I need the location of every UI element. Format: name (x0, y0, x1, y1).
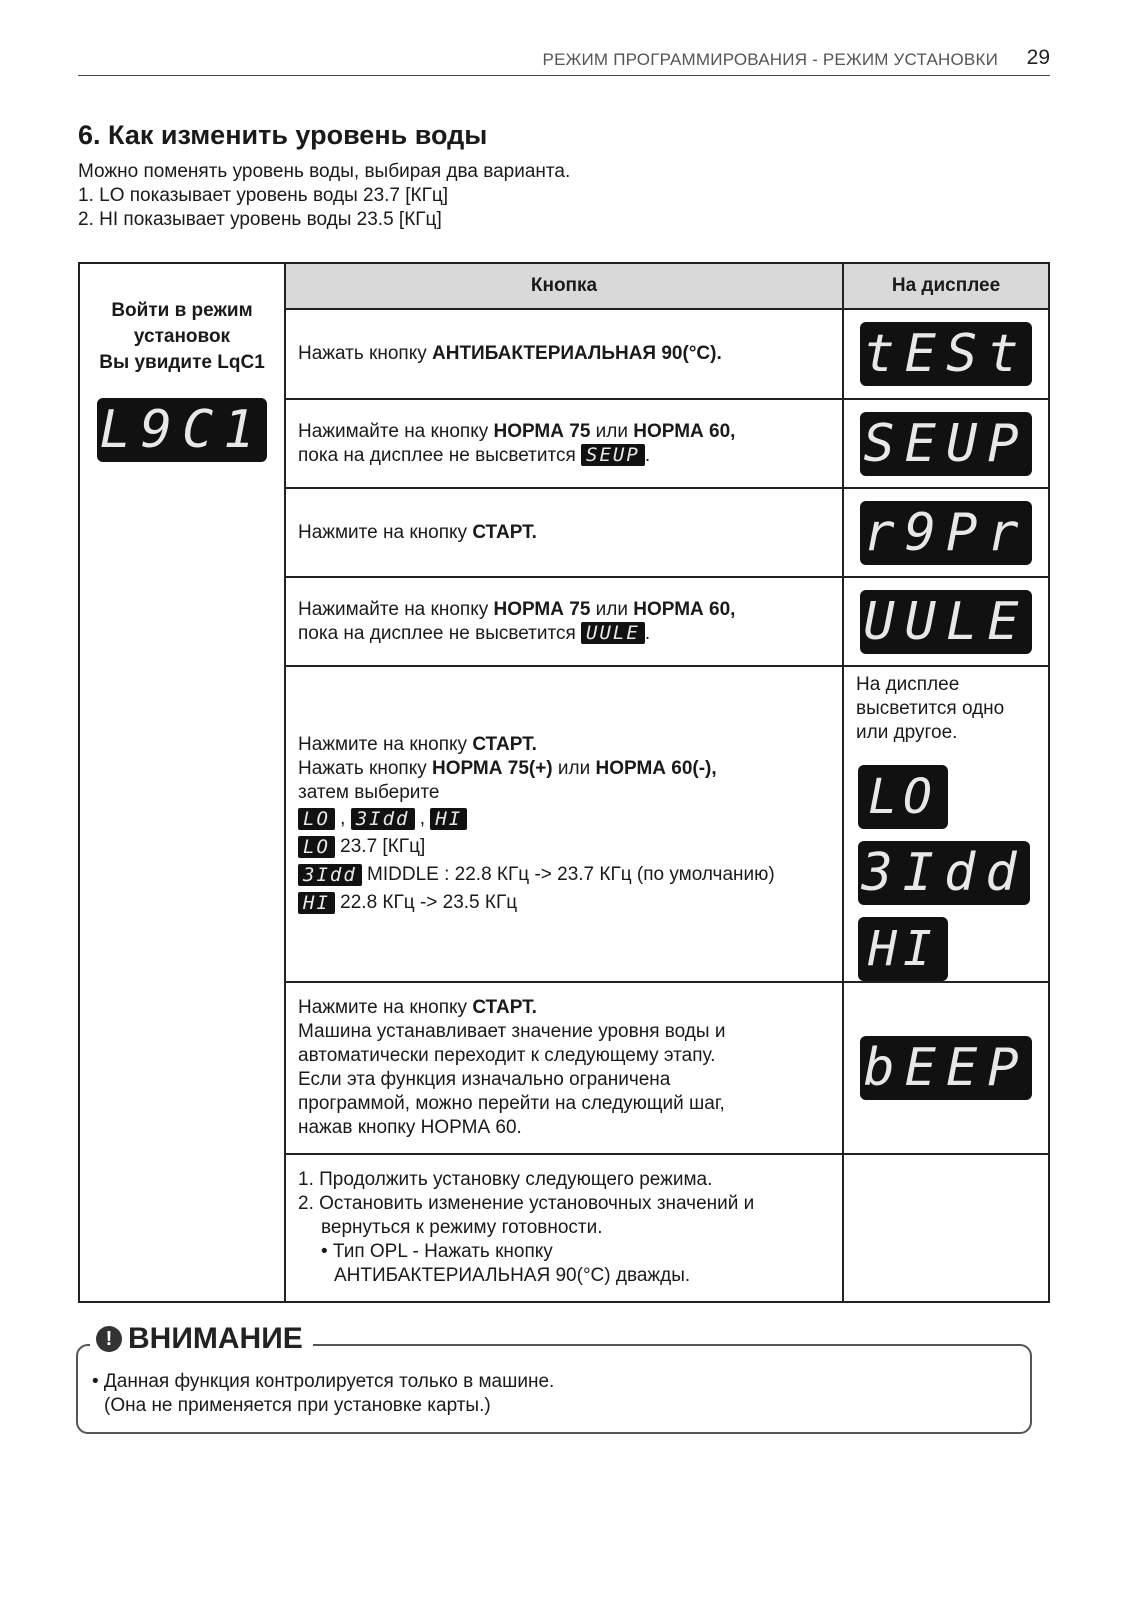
led-display-lo: LO (858, 765, 948, 829)
led-inline-lo: LO (298, 808, 335, 830)
enter-line: Вы увидите LqC1 (99, 352, 265, 373)
column-header-button: Кнопка (285, 263, 843, 309)
exclamation-icon: ! (96, 1326, 122, 1352)
step-display (843, 982, 1049, 1154)
step-display (843, 577, 1049, 666)
led-display-3idd: 3Idd (858, 841, 1030, 905)
step-display-empty (843, 1154, 1049, 1302)
led-inline-uule: UULE (581, 622, 645, 644)
led-display-rgpr: r9Pr (860, 501, 1032, 565)
led-inline-lo: LO (298, 836, 335, 858)
led-inline-hi: HI (430, 808, 467, 830)
step-display (843, 488, 1049, 577)
enter-line: Войти в режим (111, 300, 253, 321)
page-number: 29 (1026, 46, 1050, 69)
intro-line: Можно поменять уровень воды, выбирая два варианта. (78, 161, 571, 182)
enter-text (80, 298, 284, 376)
caution-heading (90, 1322, 313, 1356)
section-title: 6. Как изменить уровень воды (78, 120, 488, 150)
step-display (843, 666, 1049, 982)
intro-line: 2. HI показывает уровень воды 23.5 [КГц] (78, 209, 442, 230)
step-action: Нажимайте на кнопку НОРМА 75 или НОРМА 60, пока на дисплее не высветится SEUP . (285, 399, 843, 488)
step-display (843, 309, 1049, 399)
step-action: Нажмите на кнопку СТАРТ. Машина устанавливает значение уровня воды и автоматически переходит к следующему этапу. Если эта функция изначально ограничена программой, можно перейти на следующий шаг, нажав кнопку НОРМА 60. (285, 982, 843, 1154)
display-note: На дисплее высветится одно или другое. (856, 674, 1005, 743)
page-header (78, 44, 1050, 76)
step-action: 1. Продолжить установку следующего режима. 2. Остановить изменение установочных значений и вернуться к режиму готовности. • Тип OPL - Нажать кнопку АНТИБАКТЕРИАЛЬНАЯ 90(°C) дважды. (285, 1154, 843, 1302)
step-action: Нажать кнопку АНТИБАКТЕРИАЛЬНАЯ 90(°C). (285, 309, 843, 399)
intro-line: 1. LO показывает уровень воды 23.7 [КГц] (78, 185, 449, 206)
led-display-lqc1: L9C1 (97, 398, 267, 462)
caution-title: ВНИМАНИЕ (128, 1322, 303, 1355)
led-inline-hi: HI (298, 892, 335, 914)
enter-line: установок (133, 326, 231, 347)
led-display-setup: SEUP (860, 412, 1032, 476)
led-display-uule: UULE (860, 590, 1032, 654)
enter-setup-cell (79, 263, 285, 1302)
led-display-test: tESt (860, 322, 1032, 386)
header-title: РЕЖИМ ПРОГРАММИРОВАНИЯ - РЕЖИМ УСТАНОВКИ (542, 50, 998, 69)
led-inline-3idd: 3Idd (351, 808, 415, 830)
led-inline-3idd: 3Idd (298, 864, 362, 886)
step-action: Нажимайте на кнопку НОРМА 75 или НОРМА 60, пока на дисплее не высветится UULE . (285, 577, 843, 666)
step-display (843, 399, 1049, 488)
column-header-display: На дисплее (843, 263, 1049, 309)
intro-text (78, 160, 570, 232)
caution-text: • Данная функция контролируется только в машине. (Она не применяется при установке карты.) (92, 1371, 555, 1416)
steps-table (78, 262, 1050, 1303)
led-display-hi: HI (858, 917, 948, 981)
step-action: Нажмите на кнопку СТАРТ. (285, 488, 843, 577)
led-display-beep: bEEP (860, 1036, 1032, 1100)
led-inline-setup: SEUP (581, 444, 645, 466)
step-action: Нажмите на кнопку СТАРТ. Нажать кнопку НОРМА 75(+) или НОРМА 60(-), затем выберите LO , 3Idd , HI LO 23.7 [КГц] 3Idd MIDDLE : 22.8 КГц -> 23.7 КГц (по умолчанию) HI 22.8 КГц -> 23.5 КГц (285, 666, 843, 982)
